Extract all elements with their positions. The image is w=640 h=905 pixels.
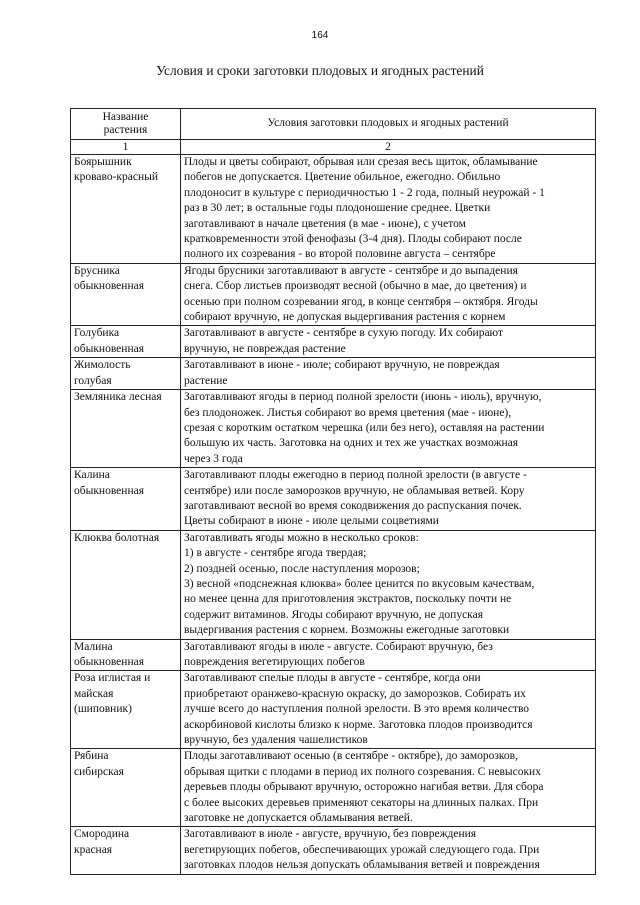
harvest-conditions: Заготавливают в июле - августе, вручную, без повреждения вегетирующих побегов, обеспечивающих урожай следующего года. При заготовках плодов нельзя допускать обламывания ветвей и повреждения [181, 827, 596, 874]
plant-name: Жимолость голубая [71, 358, 181, 390]
harvest-conditions: Заготавливают спелые плоды в августе - сентябре, когда они приобретают оранжево-красную окраску, до заморозков. Собирать их лучше всего до наступления полной зрелости. В это время количество аскорбиновой кислоты близко к норме. Заготовка плодов производится вручную, без удаления чашелистиков [181, 671, 596, 749]
table-row [71, 390, 596, 468]
harvest-conditions: Заготавливают в августе - сентябре в сухую погоду. Их собирают вручную, не повреждая растение [181, 326, 596, 358]
harvest-conditions: Заготавливают ягоды в период полной зрелости (июнь - июль), вручную, без плодоножек. Листья собирают во время цветения (мае - июне), срезая с коротким остатком черешка (или без него), оставляя на растении большую их часть. Заготовка на одних и тех же участках возможная через 3 года [181, 390, 596, 468]
table-row [71, 263, 596, 326]
plant-name: Малина обыкновенная [71, 639, 181, 671]
table-row [71, 468, 596, 531]
plant-name: Клюква болотная [71, 530, 181, 639]
harvest-conditions: Плоды и цветы собирают, обрывая или срезая весь щиток, обламывание побегов не допускается. Цветение обильное, ежегодно. Обильно плодоносит в культуре с периодичностью 1 - 2 года, полный неурожай - 1 раз в 30 лет; в остальные годы плодоношение среднее. Цветки заготавливают в начале цветения (в мае - июне), с учетом кратковременности этой фенофазы (3-4 дня). Плоды собирают после полного их созревания - во второй половине августа – сентябре [181, 155, 596, 264]
table-row [71, 639, 596, 671]
table-row [71, 326, 596, 358]
harvest-conditions: Заготавливать ягоды можно в несколько сроков: 1) в августе - сентябре ягода твердая; 2) поздней осенью, после наступления морозов; 3) весной «подснежная клюква» более ценится по вкусовым качествам, но менее ценна для приготовления экстрактов, поскольку почти не содержит витаминов. Ягоды собирают вручную, не допуская выдергивания растения с корнем. Возможны ежегодные заготовки [181, 530, 596, 639]
table-header-row [71, 109, 596, 140]
harvest-conditions: Заготавливают плоды ежегодно в период полной зрелости (в августе - сентябре) или после заморозков вручную, не обламывая ветвей. Кору заготавливают весной во время сокодвижения до распускания почек. Цветы собирают в июне - июле целыми соцветиями [181, 468, 596, 531]
plant-name: Земляника лесная [71, 390, 181, 468]
column-number-2: 2 [181, 140, 596, 155]
column-number-1: 1 [71, 140, 181, 155]
header-conditions: Условия заготовки плодовых и ягодных растений [181, 109, 596, 140]
plant-name: Калина обыкновенная [71, 468, 181, 531]
table-row [71, 530, 596, 639]
harvest-conditions: Плоды заготавливают осенью (в сентябре - октябре), до заморозков, обрывая щитки с плодами в период их полного созревания. С невысоких деревьев плоды обрывают вручную, осторожно нагибая ветви. Для сбора с более высоких деревьев применяют секаторы на длинных палках. При заготовке не допускается обламывания ветвей. [181, 749, 596, 827]
table-row [71, 749, 596, 827]
plant-name: Рябина сибирская [71, 749, 181, 827]
plant-name: Боярышник кроваво-красный [71, 155, 181, 264]
table-row [71, 155, 596, 264]
table-row [71, 827, 596, 874]
harvest-conditions: Заготавливают ягоды в июле - августе. Собирают вручную, без повреждения вегетирующих побегов [181, 639, 596, 671]
table-row [71, 358, 596, 390]
plant-name: Роза иглистая и майская (шиповник) [71, 671, 181, 749]
harvest-conditions-table [70, 108, 596, 875]
harvest-conditions: Ягоды брусники заготавливают в августе - сентябре и до выпадения снега. Сбор листьев производят весной (обычно в мае, до цветения) и осенью при полном созревании ягод, в конце сентября – октября. Ягоды собирают вручную, не допуская выдергивания растения с корнем [181, 263, 596, 326]
plant-name: Голубика обыкновенная [71, 326, 181, 358]
column-number-row [71, 140, 596, 155]
page-number: 164 [311, 30, 329, 41]
plant-name: Брусника обыкновенная [71, 263, 181, 326]
harvest-conditions: Заготавливают в июне - июле; собирают вручную, не повреждая растение [181, 358, 596, 390]
header-plant-name: Название растения [71, 109, 181, 140]
table-row [71, 671, 596, 749]
document-title: Условия и сроки заготовки плодовых и ягодных растений [156, 63, 484, 78]
plant-name: Смородина красная [71, 827, 181, 874]
